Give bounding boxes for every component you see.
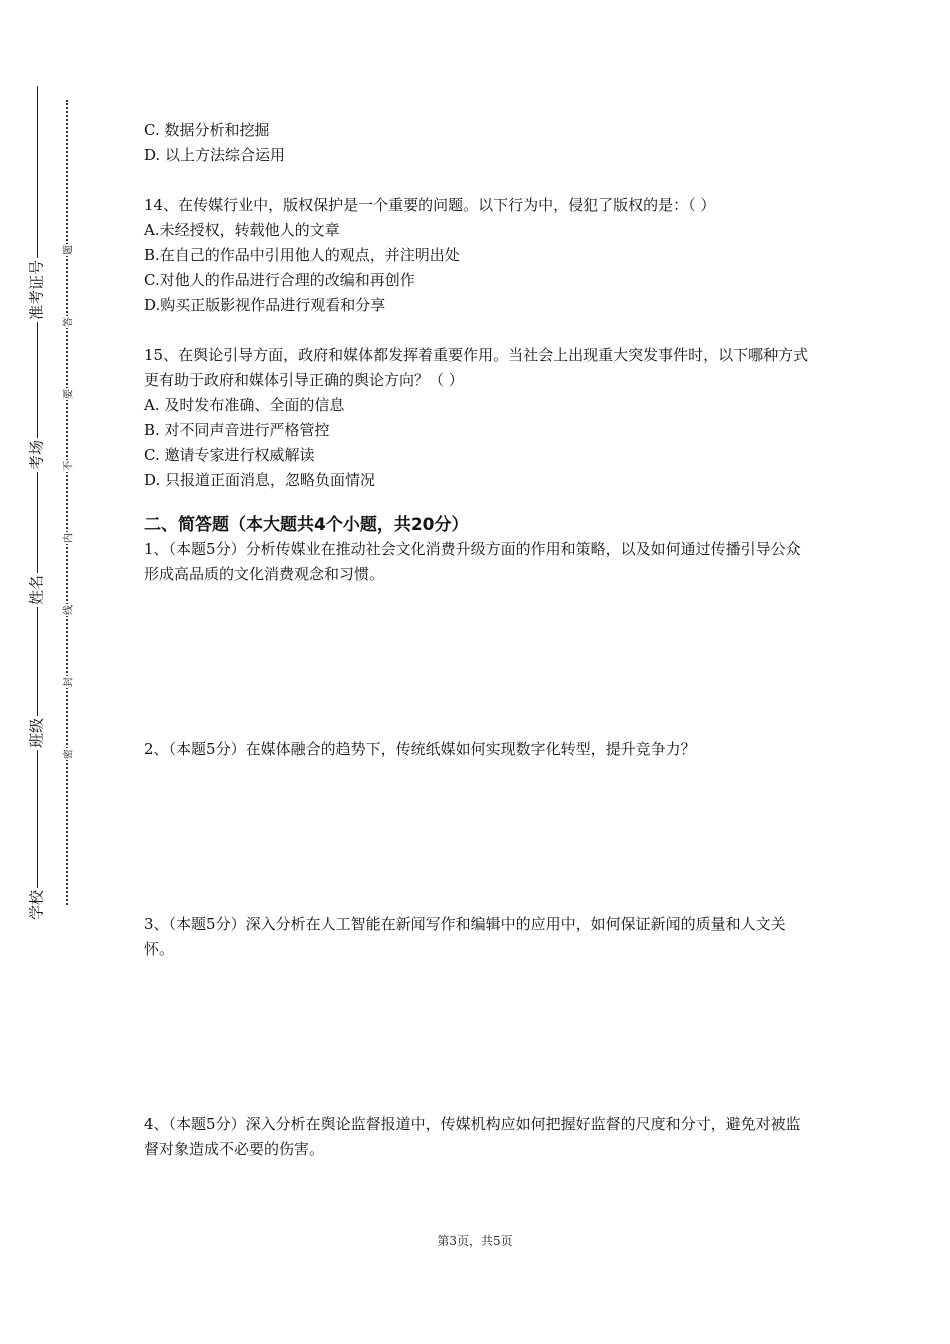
option-d: D. 只报道正面消息，忽略负面情况 — [144, 471, 376, 489]
seal-char: 线 — [60, 604, 75, 616]
page-content — [144, 118, 814, 1162]
question-14 — [144, 193, 814, 318]
seal-char: 密 — [60, 748, 75, 760]
class-label: 班级 — [27, 717, 46, 749]
option-b: B.在自己的作品中引用他人的观点，并注明出处 — [144, 246, 460, 264]
short-answer-question: 2、（本题5分）在媒体融合的趋势下，传统纸媒如何实现数字化转型，提升竞争力？ — [144, 740, 696, 758]
q13-options — [144, 118, 814, 168]
short-answer-question: 1、（本题5分）分析传媒业在推动社会文化消费升级方面的作用和策略，以及如何通过传播引导公众形成高品质的文化消费观念和习惯。 — [144, 540, 801, 583]
question-stem: 15、在舆论引导方面，政府和媒体都发挥着重要作用。当社会上出现重大突发事件时，以下哪种方式更有助于政府和媒体引导正确的舆论方向？（ ） — [144, 346, 809, 389]
section-title: 二、简答题（本大题共4个小题，共20分） — [144, 515, 469, 535]
school-label: 学校 — [27, 889, 46, 921]
seal-dotted-line — [66, 100, 68, 905]
option-a: A.未经授权，转载他人的文章 — [144, 221, 340, 239]
short-answer-question: 4、（本题5分）深入分析在舆论监督报道中，传媒机构应如何把握好监督的尺度和分寸，避免对被监督对象造成不必要的伤害。 — [144, 1115, 801, 1158]
seal-char: 不 — [60, 460, 75, 472]
seal-char: 题 — [60, 244, 75, 256]
option-d: D. 以上方法综合运用 — [144, 146, 286, 164]
short-answer-question: 3、（本题5分）深入分析在人工智能在新闻写作和编辑中的应用中，如何保证新闻的质量和人文关怀。 — [144, 915, 786, 958]
page-number: 第3页，共5页 — [437, 1234, 513, 1248]
option-c: C.对他人的作品进行合理的改编和再创作 — [144, 271, 415, 289]
question-stem: 14、在传媒行业中，版权保护是一个重要的问题。以下行为中，侵犯了版权的是：（ ） — [144, 196, 716, 214]
option-a: A. 及时发布准确、全面的信息 — [144, 396, 345, 414]
seal-char: 答 — [60, 316, 75, 328]
question-15 — [144, 343, 814, 493]
seal-char: 要 — [60, 388, 75, 400]
option-c: C. 数据分析和挖掘 — [144, 121, 270, 139]
option-b: B. 对不同声音进行严格管控 — [144, 421, 330, 439]
seal-char: 封 — [60, 676, 75, 688]
exam-number-label: 准考证号 — [27, 259, 46, 321]
option-d: D.购买正版影视作品进行观看和分享 — [144, 296, 386, 314]
binding-solid-line — [37, 86, 38, 921]
option-c: C. 邀请专家进行权威解读 — [144, 446, 315, 464]
name-label: 姓名 — [27, 574, 46, 606]
seal-char: 内 — [60, 532, 75, 544]
exam-room-label: 考场 — [27, 439, 46, 471]
